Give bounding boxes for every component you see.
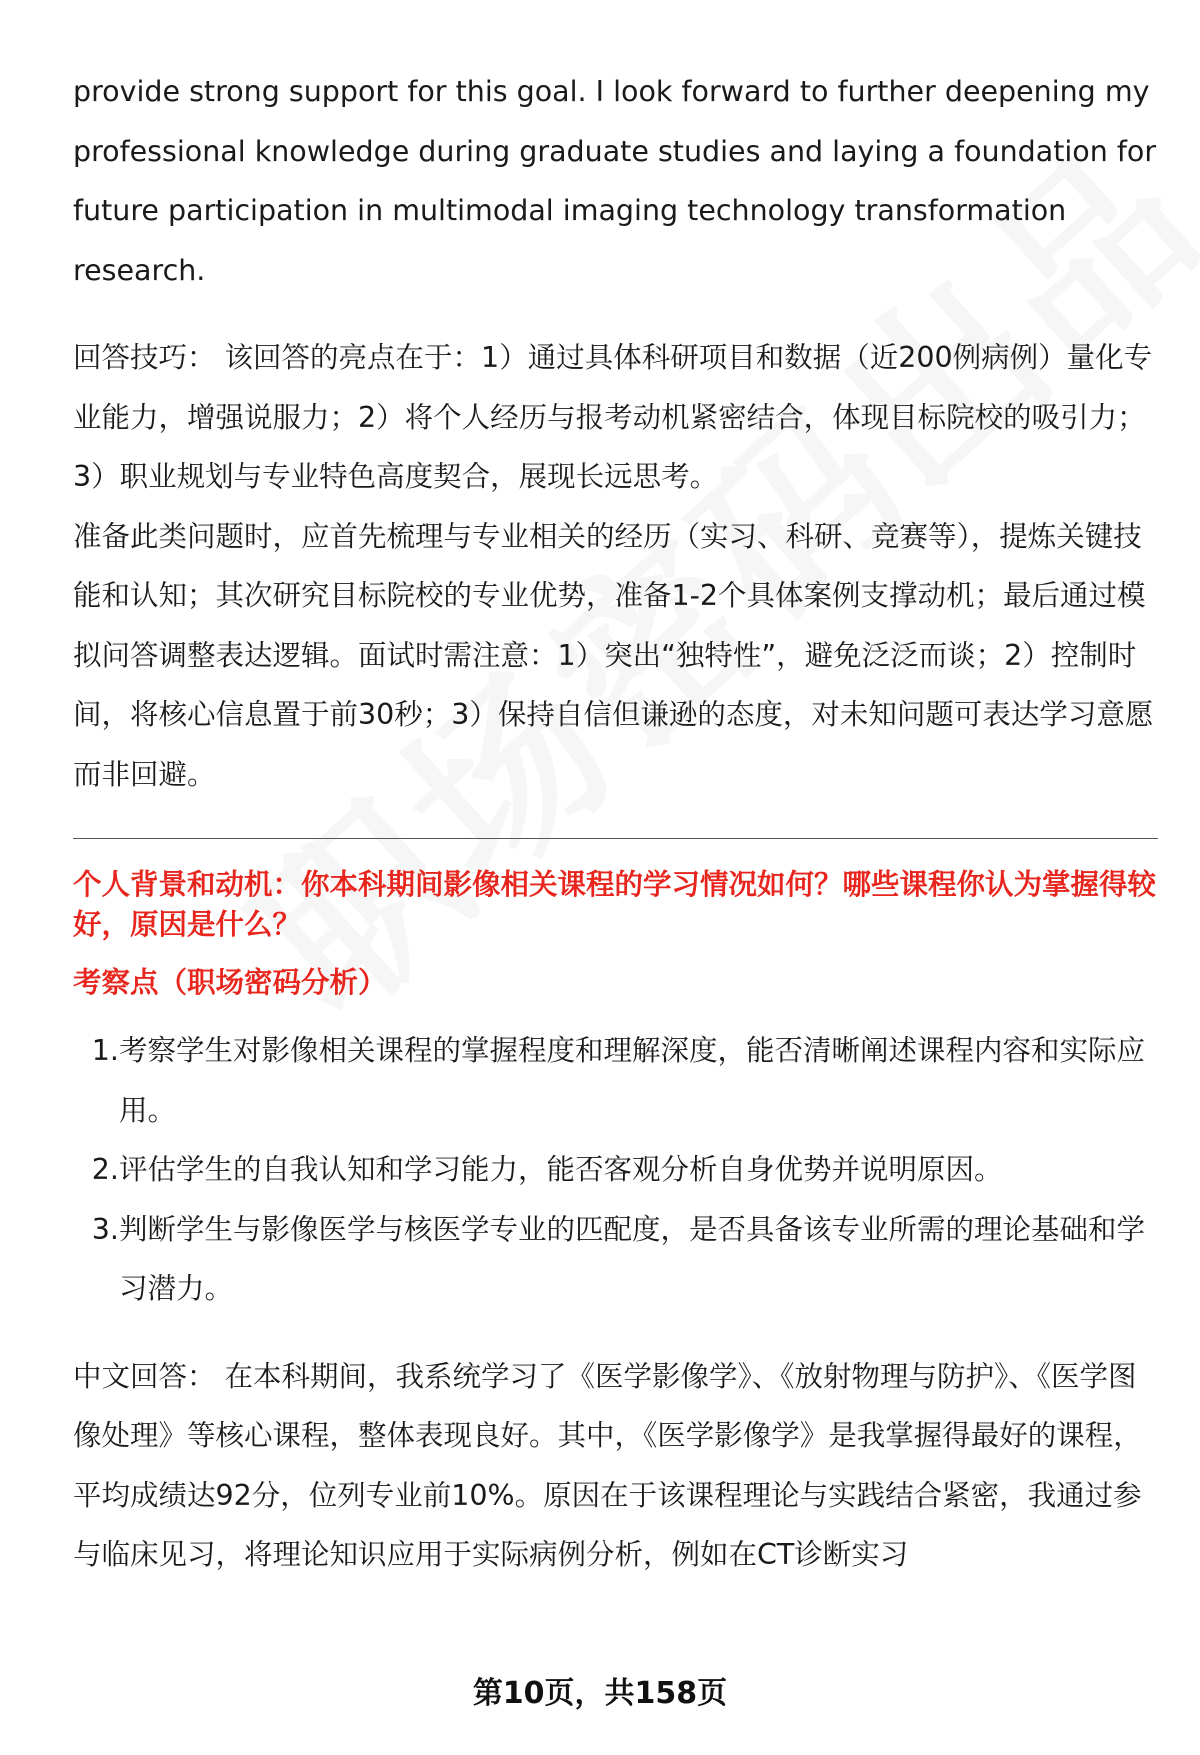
list-number: 2. (91, 1153, 119, 1186)
analysis-item (73, 1200, 1158, 1319)
section-divider (73, 838, 1158, 839)
question-heading: 个人背景和动机：你本科期间影像相关课程的学习情况如何？哪些课程你认为掌握得较好，原因是什么？ (73, 868, 1157, 941)
list-text: 考察学生对影像相关课程的掌握程度和理解深度，能否清晰阐述课程内容和实际应用。 (119, 1034, 1146, 1127)
analysis-title: 考察点（职场密码分析） (73, 966, 387, 999)
list-text: 判断学生与影像医学与核医学专业的匹配度，是否具备该专业所需的理论基础和学习潜力。 (119, 1212, 1146, 1305)
analysis-item (73, 1021, 1158, 1140)
english-answer-paragraph: provide strong support for this goal. I look forward to further deepening my professional knowledge during graduate studies and laying a foundation for future participation in multimodal imaging technology transformation research. (73, 75, 1157, 287)
list-number: 1. (91, 1034, 119, 1067)
list-number: 3. (91, 1212, 119, 1246)
tips-paragraph-1: 回答技巧： 该回答的亮点在于：1）通过具体科研项目和数据（近200例病例）量化专业能力，增强说服力；2）将个人经历与报考动机紧密结合，体现目标院校的吸引力；3）职业规划与专业特色高度契合，展现长远思考。 (73, 341, 1153, 493)
analysis-item (73, 1140, 1158, 1200)
list-text: 评估学生的自我认知和学习能力，能否客观分析自身优势并说明原因。 (119, 1153, 1003, 1186)
analysis-list (73, 1021, 1158, 1319)
tips-paragraph-2: 准备此类问题时，应首先梳理与专业相关的经历（实习、科研、竞赛等），提炼关键技能和认知；其次研究目标院校的专业优势，准备1-2个具体案例支撑动机；最后通过模拟问答调整表达逻辑。面试时需注意：1）突出“独特性”，避免泛泛而谈；2）控制时间，将核心信息置于前30秒；3）保持自信但谦逊的态度，对未知问题可表达学习意愿而非回避。 (73, 519, 1154, 791)
chinese-answer-paragraph: 中文回答： 在本科期间，我系统学习了《医学影像学》、《放射物理与防护》、《医学图像处理》等核心课程，整体表现良好。其中，《医学影像学》是我掌握得最好的课程，平均成绩达92分，位列专业前10%。原因在于该课程理论与实践结合紧密，我通过参与临床见习，将理论知识应用于实际病例分析，例如在CT诊断实习 (73, 1359, 1142, 1571)
page-footer: 第10页，共158页 (472, 1676, 728, 1711)
document-page (73, 62, 1158, 1585)
